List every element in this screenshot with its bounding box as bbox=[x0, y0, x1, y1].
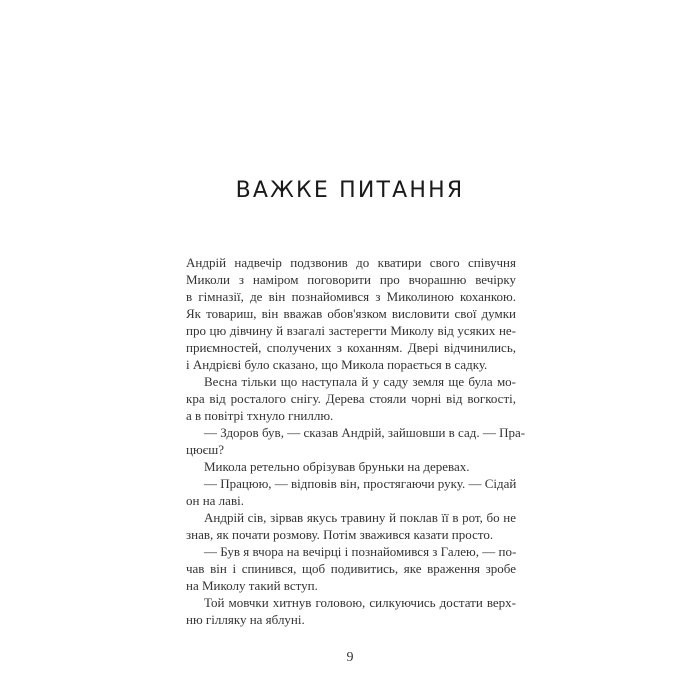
chapter-title: ВАЖКЕ ПИТАННЯ bbox=[235, 178, 465, 203]
text-line: — Був я вчора на вечірці і познайомився з Галею, — по- bbox=[204, 544, 517, 559]
text-line: а в повітрі тхнуло гниллю. bbox=[186, 408, 334, 423]
text-line: кра від росталого снігу. Дерева стояли чорні від вогкості, bbox=[186, 391, 516, 406]
text-line: Весна тільки що наступала й у саду земля ще була мо- bbox=[204, 374, 516, 389]
text-line: — Здоров був, — сказав Андрій, зайшовши в сад. — Пра- bbox=[204, 425, 526, 440]
text-line: Миколи з наміром поговорити про вчорашню вечірку bbox=[186, 272, 516, 287]
text-line: — Працюю, — відповів він, простягаючи руку. — Сідай bbox=[204, 476, 517, 491]
text-line: Микола ретельно обрізував бруньки на деревах. bbox=[204, 459, 470, 474]
text-line: Той мовчки хитнув головою, силкуючись достати верх- bbox=[204, 595, 516, 610]
page-number: 9 bbox=[346, 650, 354, 665]
text-line: знав, як почати розмову. Потім зважився казати просто. bbox=[186, 527, 494, 542]
text-line: і Андрієві було сказано, що Микола порається в садку. bbox=[186, 357, 488, 372]
text-line: приємностей, сполучених з коханням. Двері відчинились, bbox=[186, 340, 516, 355]
chapter-text bbox=[186, 254, 526, 628]
text-line: Андрій сів, зірвав якусь травину й поклав її в рот, бо не bbox=[204, 510, 516, 525]
text-line: в гімназії, де він познайомився з Миколиною коханкою. bbox=[186, 289, 516, 304]
text-line: он на лаві. bbox=[186, 493, 244, 508]
text-line: про цю дівчину й взагалі застерегти Миколу від усяких не- bbox=[186, 323, 516, 338]
text-line: цюєш? bbox=[186, 442, 225, 457]
text-line: Як товариш, він вважав обов'язком висловити свої думки bbox=[186, 306, 516, 321]
text-line: чав він і спинився, щоб подивитись, яке враження зробе bbox=[186, 561, 516, 576]
text-line: Андрій надвечір подзвонив до кватири свого співучня bbox=[186, 255, 516, 270]
text-line: ню гілляку на яблуні. bbox=[186, 612, 305, 627]
text-line: на Миколу такий вступ. bbox=[186, 578, 318, 593]
